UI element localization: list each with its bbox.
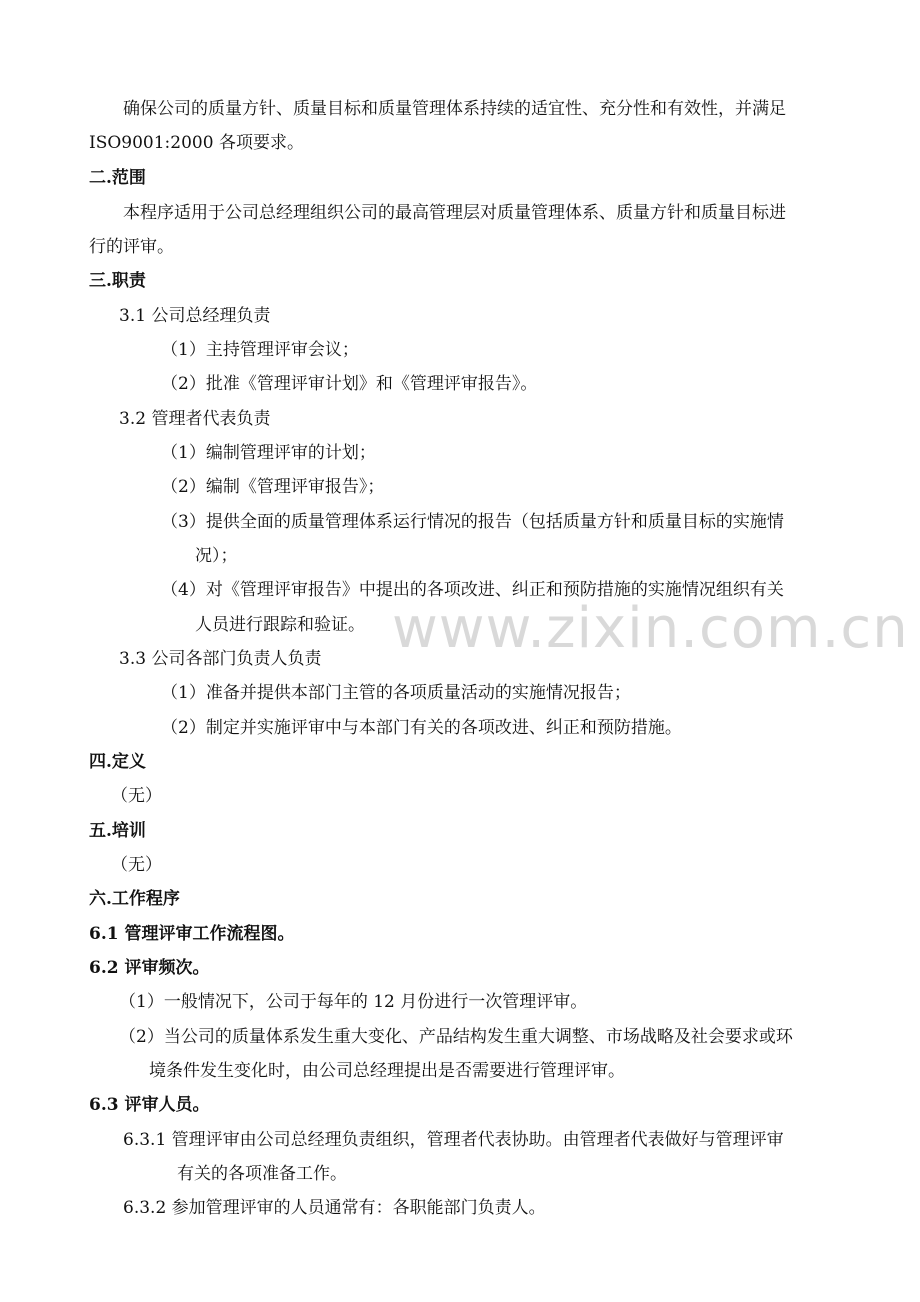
- list-item: （1）一般情况下，公司于每年的 12 月份进行一次管理评审。: [119, 992, 588, 1012]
- watermark-text: www.zixin.com.cn: [392, 596, 909, 661]
- definitions-text: （无）: [111, 786, 162, 806]
- list-item: （1）准备并提供本部门主管的各项质量活动的实施情况报告；: [161, 683, 631, 703]
- section-heading-procedure: 六.工作程序: [89, 889, 180, 909]
- list-item: （1）编制管理评审的计划；: [161, 443, 376, 463]
- subsection-6-3: 6.3 评审人员。: [89, 1095, 210, 1115]
- subsection-6-1: 6.1 管理评审工作流程图。: [89, 924, 295, 944]
- section-heading-definitions: 四.定义: [89, 752, 146, 772]
- purpose-line-2: ISO9001:2000 各项要求。: [89, 133, 304, 153]
- subsection-6-3-2: 6.3.2 参加管理评审的人员通常有：各职能部门负责人。: [123, 1198, 546, 1218]
- training-text: （无）: [111, 855, 162, 875]
- list-item-continuation: 况）；: [195, 546, 238, 566]
- list-item: （3）提供全面的质量管理体系运行情况的报告（包括质量方针和质量目标的实施情: [161, 512, 784, 532]
- scope-line-1: 本程序适用于公司总经理组织公司的最高管理层对质量管理体系、质量方针和质量目标进: [123, 203, 786, 223]
- list-item: （1）主持管理评审会议；: [161, 340, 359, 360]
- list-item: （2）编制《管理评审报告》；: [161, 477, 385, 497]
- subsection-6-3-1-continuation: 有关的各项准备工作。: [177, 1164, 347, 1184]
- list-item-continuation: 人员进行跟踪和验证。: [195, 615, 365, 635]
- list-item: （4）对《管理评审报告》中提出的各项改进、纠正和预防措施的实施情况组织有关: [161, 580, 784, 600]
- list-item: （2）批准《管理评审计划》和《管理评审报告》。: [161, 374, 538, 394]
- section-heading-training: 五.培训: [89, 821, 146, 841]
- list-item-continuation: 境条件发生变化时，由公司总经理提出是否需要进行管理评审。: [149, 1061, 625, 1081]
- subsection-3-1: 3.1 公司总经理负责: [119, 306, 271, 326]
- section-heading-duties: 三.职责: [89, 271, 146, 291]
- subsection-3-3: 3.3 公司各部门负责人负责: [119, 649, 322, 669]
- scope-line-2: 行的评审。: [89, 237, 174, 257]
- list-item: （2）当公司的质量体系发生重大变化、产品结构发生重大调整、市场战略及社会要求或环: [119, 1027, 793, 1047]
- subsection-6-3-1: 6.3.1 管理评审由公司总经理负责组织，管理者代表协助。由管理者代表做好与管理评审: [123, 1130, 784, 1150]
- subsection-3-2: 3.2 管理者代表负责: [119, 409, 271, 429]
- list-item: （2）制定并实施评审中与本部门有关的各项改进、纠正和预防措施。: [161, 718, 682, 738]
- subsection-6-2: 6.2 评审频次。: [89, 958, 210, 978]
- section-heading-scope: 二.范围: [89, 168, 146, 188]
- purpose-line-1: 确保公司的质量方针、质量目标和质量管理体系持续的适宜性、充分性和有效性，并满足: [123, 99, 786, 119]
